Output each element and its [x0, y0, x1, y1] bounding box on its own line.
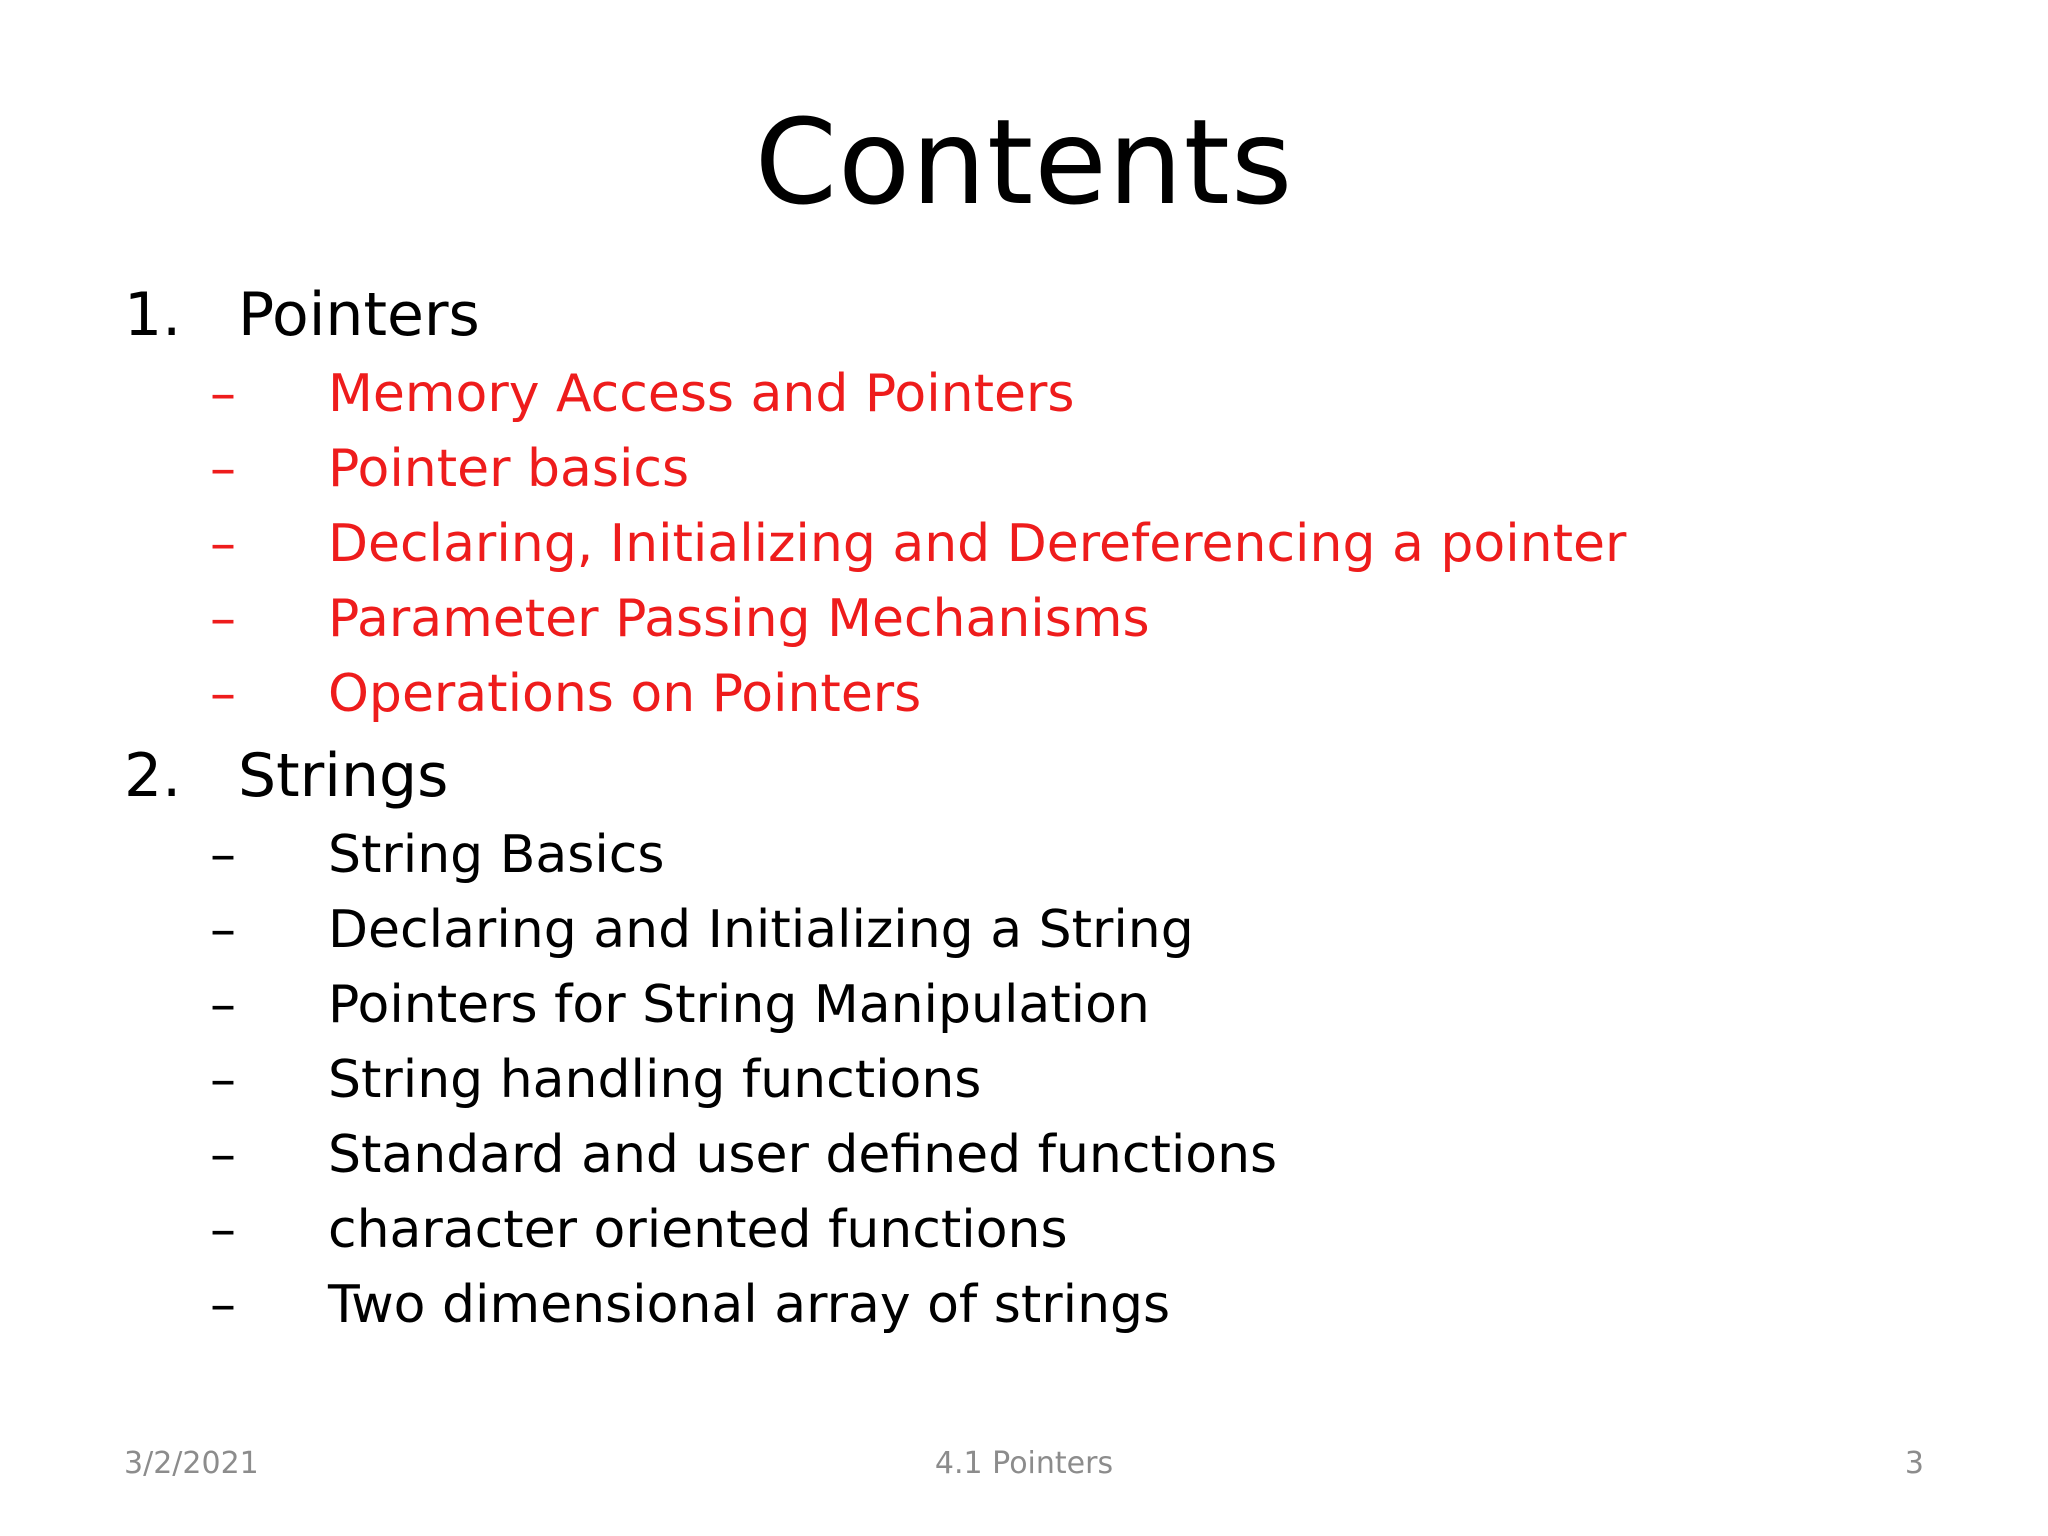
list-item [0, 892, 2048, 967]
dash-bullet: – [210, 664, 236, 724]
list-item [0, 817, 2048, 892]
slide-title: Contents [754, 93, 1294, 231]
list-item-label: Declaring, Initializing and Dereferencing a pointer [328, 514, 1627, 574]
dash-bullet: – [210, 439, 236, 499]
section-number: 2. [124, 741, 182, 811]
section-label: Strings [238, 741, 449, 811]
sub-list [0, 356, 2048, 731]
dash-bullet: – [210, 825, 236, 885]
dash-bullet: – [210, 1125, 236, 1185]
list-item [0, 431, 2048, 506]
dash-bullet: – [210, 900, 236, 960]
list-item [0, 1042, 2048, 1117]
section-pointers [0, 270, 2048, 731]
list-item-label: Pointer basics [328, 439, 690, 499]
list-item-label: String handling functions [328, 1050, 982, 1110]
list-item-label: character oriented functions [328, 1200, 1068, 1260]
list-item [0, 1192, 2048, 1267]
list-item-label: Declaring and Initializing a String [328, 900, 1194, 960]
dash-bullet: – [210, 1275, 236, 1335]
sub-list [0, 817, 2048, 1342]
list-item [0, 356, 2048, 431]
list-item-label: String Basics [328, 825, 665, 885]
section-label: Pointers [238, 280, 480, 350]
list-item [0, 581, 2048, 656]
dash-bullet: – [210, 514, 236, 574]
list-item-label: Two dimensional array of strings [328, 1275, 1171, 1335]
page-number: 3 [1904, 1446, 1924, 1481]
list-item-label: Pointers for String Manipulation [328, 975, 1150, 1035]
footer-date: 3/2/2021 [124, 1446, 259, 1481]
list-item [0, 1117, 2048, 1192]
section-heading [0, 731, 2048, 817]
list-item-label: Parameter Passing Mechanisms [328, 589, 1150, 649]
contents-list [0, 270, 2048, 1342]
footer-title: 4.1 Pointers [934, 1446, 1114, 1481]
section-heading [0, 270, 2048, 356]
list-item [0, 656, 2048, 731]
dash-bullet: – [210, 1200, 236, 1260]
list-item-label: Standard and user defined functions [328, 1125, 1278, 1185]
list-item-label: Memory Access and Pointers [328, 364, 1075, 424]
dash-bullet: – [210, 1050, 236, 1110]
list-item [0, 1267, 2048, 1342]
dash-bullet: – [210, 975, 236, 1035]
dash-bullet: – [210, 589, 236, 649]
list-item [0, 506, 2048, 581]
dash-bullet: – [210, 364, 236, 424]
section-number: 1. [124, 280, 182, 350]
list-item-label: Operations on Pointers [328, 664, 922, 724]
list-item [0, 967, 2048, 1042]
section-strings [0, 731, 2048, 1342]
